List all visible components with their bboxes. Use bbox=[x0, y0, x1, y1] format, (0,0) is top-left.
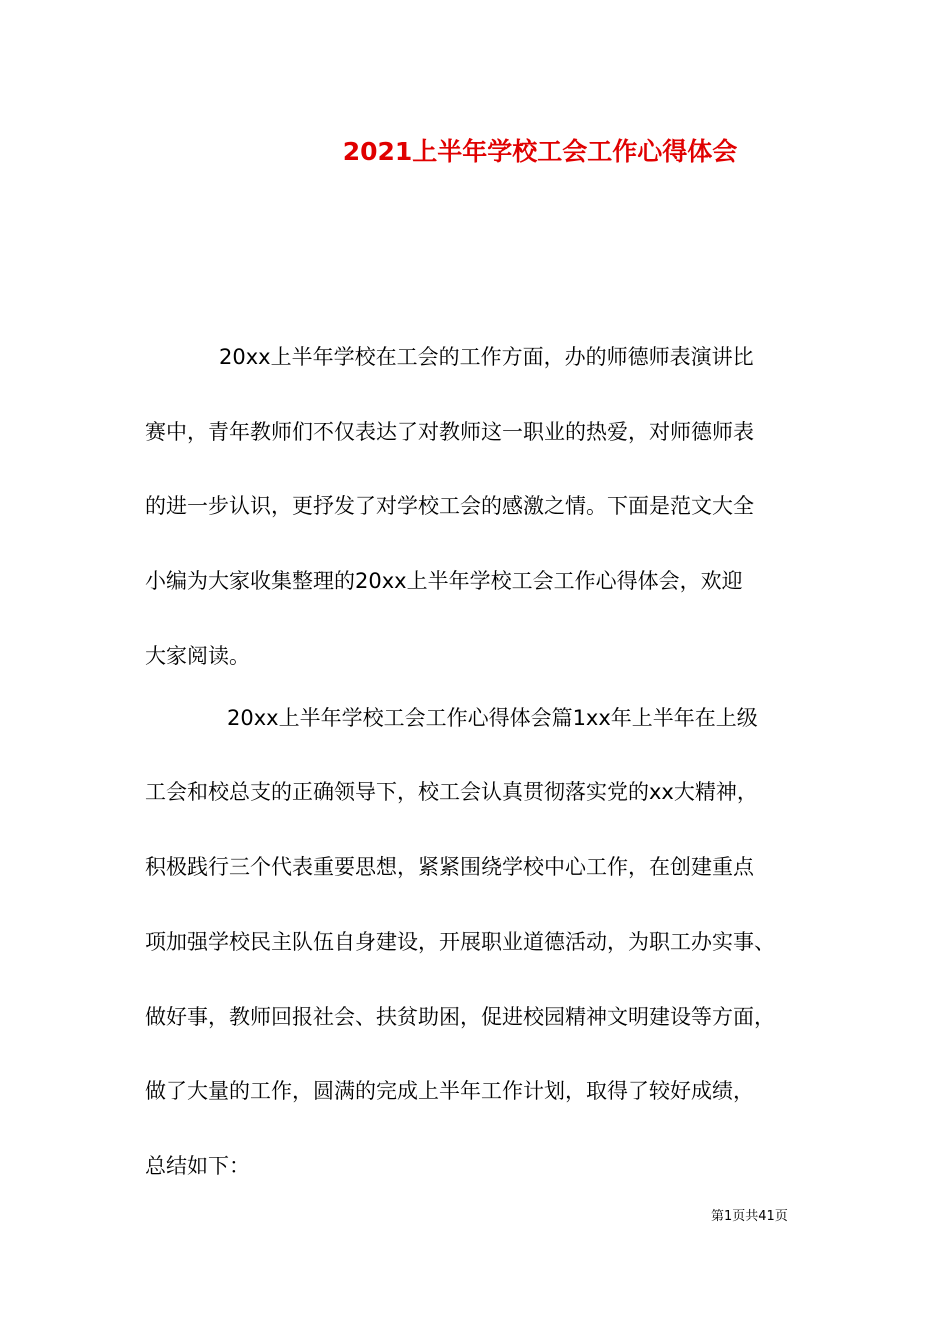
paragraph1-line-2: 赛中，青年教师们不仅表达了对教师这一职业的热爱，对师德师表 bbox=[145, 420, 754, 444]
paragraph2-line-3: 积极践行三个代表重要思想，紧紧围绕学校中心工作，在创建重点 bbox=[145, 855, 754, 879]
paragraph2-line-5: 做好事，教师回报社会、扶贫助困，促进校园精神文明建设等方面， bbox=[145, 1005, 775, 1029]
paragraph1-line-1: 20xx上半年学校在工会的工作方面，办的师德师表演讲比 bbox=[219, 345, 754, 369]
paragraph2-line-6: 做了大量的工作，圆满的完成上半年工作计划，取得了较好成绩， bbox=[145, 1079, 754, 1103]
paragraph2-line-1: 20xx上半年学校工会工作心得体会篇1xx年上半年在上级 bbox=[227, 706, 758, 730]
document-title: 2021上半年学校工会工作心得体会 bbox=[342, 137, 738, 166]
paragraph2-line-4: 项加强学校民主队伍自身建设，开展职业道德活动，为职工办实事、 bbox=[145, 930, 775, 954]
paragraph1-line-3: 的进一步认识，更抒发了对学校工会的感激之情。下面是范文大全 bbox=[145, 494, 754, 518]
paragraph1-line-4: 小编为大家收集整理的20xx上半年学校工会工作心得体会，欢迎 bbox=[145, 569, 743, 593]
paragraph2-line-2: 工会和校总支的正确领导下，校工会认真贯彻落实党的xx大精神， bbox=[145, 780, 758, 804]
paragraph1-line-5: 大家阅读。 bbox=[145, 644, 250, 668]
paragraph2-line-7: 总结如下： bbox=[145, 1154, 250, 1178]
page-number-footer: 第1页共41页 bbox=[711, 1209, 788, 1224]
